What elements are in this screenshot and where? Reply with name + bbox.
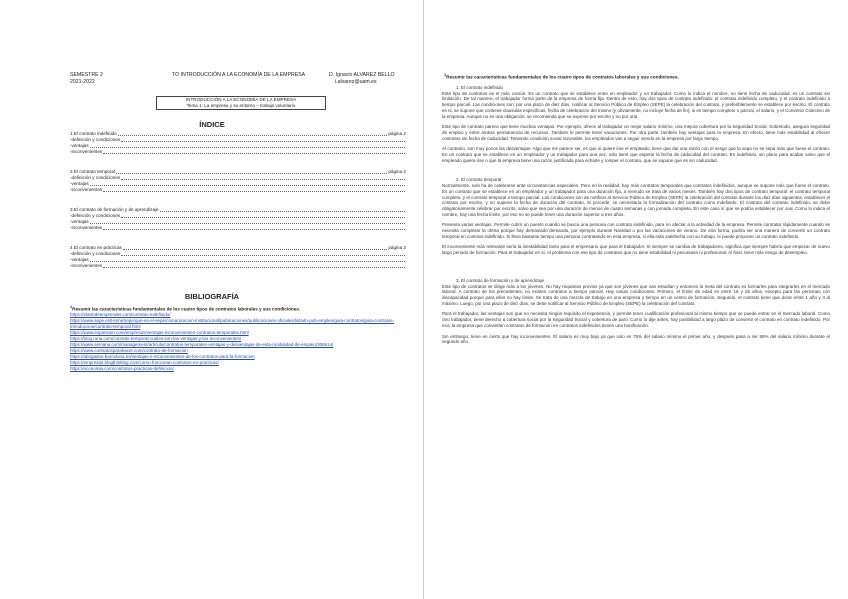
summary-note: $^1$Resumir las características fundamentales de los cuatro tipos de contratos laborales y sus condiciones. (444, 72, 679, 80)
bibliography-link[interactable]: https://www.semana.com/management/articulo/contratos-temporales-ventajas-y-desventajas-de-esta-modalidad-de-empleo/306614/ (70, 342, 334, 347)
bibliography-links (70, 312, 410, 372)
toc-subitem: -ventajas (70, 219, 406, 225)
toc-subitem: -inconvenientes (70, 149, 406, 155)
bibliography-link[interactable]: https://economia.com/contratos-practicas-definicion/ (70, 366, 174, 371)
table-of-contents (70, 131, 406, 269)
section-paragraph: Este tipo de contrato parece que tiene muchas ventajas. Por ejemplo, ofrece al trabajador un mejor salario mínimo, una mejora cobertura por la Seguridad Social. Sobretodo, asegura seguridad de empleo y entre ambas permanencia de recursos. También le permite tener vacaciones. Por otra parte, también hay ventajas para la empresa. En efecto, tiene más estabilidad al ofrecer contratos sin fecha de caducidad. Teniendo condición social razonable, los empleados van a seguir siendo en la empresa por largo tiempo. (442, 124, 830, 141)
title-line-1: INTRODUCCIÓN A LA ECONOMÍA DE LA EMPRESA (185, 97, 297, 102)
toc-subitem: -definición y condiciones (70, 213, 406, 219)
content-column (442, 85, 830, 345)
bibliography-link[interactable]: https://www.sepe.es/HomeSepe/que-es-el-sepe/comunicacion-institucional/publicaciones/publicaciones-oficiales/listado-pub-empleo/guia-contratos/guia-contratos-introduccion/contrato-temporal.html (70, 318, 395, 329)
year-label: 2021-2022 (70, 79, 95, 85)
toc-section (70, 169, 406, 193)
toc-subitem: -definición y condiciones (70, 175, 406, 181)
bibliography-link[interactable]: https://empresas.blogthinkbig.com/como-funcionan-contratos-en-practicas/ (70, 360, 219, 365)
section-paragraph: El inconveniente más relevante sería la inestabilidad tanto para el empresario que para el trabajador. Si siempre se cambia de trabajadores, significa que siempre habría que empezar de nuevo largo periodo de formación. Para el trabajador en sí, el problema con ese tipo de contratos que no tiene estabilidad ni pecuniaria ni profesional. Al final, tiene más riesgo de desempleo. (442, 244, 830, 256)
bibliography-link[interactable]: https://elartedeemprender.com/contrato-indefinido/ (70, 312, 171, 317)
toc-entry[interactable]: 3.El contrato de formación y de aprendizaje (70, 207, 406, 213)
toc-entry[interactable]: 4.El contrato en prácticas página 3 (70, 245, 406, 250)
toc-subitem: -inconvenientes (70, 225, 406, 231)
course-label: TO INTRODUCCIÓN A LA ECONOMÍA DE LA EMPRESA (172, 72, 306, 78)
toc-subitem: -ventajas (70, 257, 406, 263)
bibliography-link[interactable]: https://www.contratosparahacer.com/contrato-de-formacion (70, 348, 188, 353)
toc-subitem: -ventajas (70, 181, 406, 187)
bibliography-link[interactable]: https://www.expansion.com/empresas/ventajas-inconvenientes-contratos-temporales.html (70, 330, 249, 335)
title-line-2: Tema 1: La empresa y su entorno – trabajo voluntario (186, 103, 296, 108)
section-title: 2. El contrato temporal (456, 177, 502, 183)
toc-subitem: -definición y condiciones (70, 137, 406, 143)
toc-section (70, 131, 406, 155)
section-paragraph: Este tipo de contratos es el más común. Es un contrato que se establece entre un empleador y un trabajador. Como lo indica el nombre, no tiene fecha de caducidad, es un contrato sin limitación. De tal manera, el trabajador forma parte de la empresa de forma fija. Dentro de esto, hay dos tipos de contrato indefinido: el contrato indefinido completo, y el contrato indefinido a tiempo parcial. Las condiciones son: por una plazo de diez días, notificar al Servicio Público de Empleo (SEPE) la celebración del contrato, y preferiblemente se establece por escrito. El contrato es ni, se supone que contiene clausulas especificas, fecha de celebración del mismo (y obviamente, no incluye fecha de fin), si es tiempo completo o parcial, el salario, y el Convenio Colectivo de la empresa. Aunque no es una obligación, se recomienda que se exprese por escrito y no por oral. (442, 90, 830, 119)
section-paragraph: Al contrario, son muy pocos las desventajas. Algo que me parece ser, es que si quiere irse el empleado, tiene que dar una razón con el riesgo que la sepa no se sepa más que fuese el contrato. En un contrato que se establece en un empleador y un trabajador para una vez, solo tiene que esperar la fecha de caducidad del contrato. En indefinido, sin plano para acabar salvo que el empleado quiera irse o que la empresa tiene una razón justificada para echarle y romper el contrato, que se supone que es sin caducidad. (442, 146, 830, 163)
bibliography-heading: BIBLIOGRAFÍA (184, 292, 240, 301)
section-paragraph: Presenta varias ventajas. Permite cubrir un puesto cuando se busca una persona con contrato indefinido, para no afectar a la actividad de la empresa. Permite contratar rápidamente cuando se necesita completar la oferta porque hay demasiado demanda, por ejemplo durante Navidad o por las vacaciones de verano. De otra forma, podría ser una manera de convertir un contrato temporal en contrato indefinido. Si lleva bastante tiempo una persona contratando en esta empresa, si ella está satisfecha con su trabajo, le puede proponer un contrato indefinido. (442, 222, 830, 239)
bibliography-link[interactable]: https://abogados-barcelona.es/ventajas-e-inconvenientes-de-los-contratos-para-la-formacion (70, 354, 255, 359)
section-paragraph: Normalmente, solo ha de celebrarse ante circunstancias especiales. Pero en la realidad, hay más contratos temporales que contratos indefinidos, aunque se supone más que fuese el contrato. Es un contrato que se establece en un empleador y un trabajador para una duración fija, a menudo se trata de varios meses. También hay dos tipos de contrato temporal: el contrato temporal completo, y el contrato temporal a tiempo parcial. Las condiciones son de notificar al Servicio Público de Empleo (SEPE) la celebración del contrato durante los diez días siguientes, establecer el contrato por escrito, y no superar la fecha de duración del contrato. Si procede, se necesitaría la formalización del contrato como indefinido. El contrato del contrato indefinido, se debe obligatoriamente celebrar por escrito, salvo que sea por una duración de menos de cuatro semanas y con jornada completa. En este caso sí que se podría establecer por oral. Como lo indica el nombre, hay una fecha límite, por eso no se puede tener una duración superior a tres años. (442, 183, 830, 217)
section-paragraph: Sin embargo, tiene en cierto que hay inconvenientes. El salario es muy bajo ya que solo es 75% del salario mínimo el primer año, y después pasa a ser 85% del salario mínimo durante el segundo año. (442, 333, 830, 345)
section-paragraph: Para el trabajador, las ventajas son que no necesita ningún requisito el experiencia, y permite tener cualificación profesional al mismo tiempo que se puede entrar en el mercado laboral. Como otro trabajador, tiene derecho a cobertura social por la Seguridad Social y cobertura de paro. Como lo dije antes, hay posibilidad a largo plazo de convertir el contrato en contrato indefinido. Por eso, la empresa que convierten contratos de formación en contratos indefinidos tienen una bonificación. (442, 311, 830, 328)
toc-subitem: -ventajas (70, 143, 406, 149)
toc-entry[interactable]: 2.El contrato temporal página 2 (70, 169, 406, 174)
toc-section (70, 207, 406, 231)
semester-label: SEMESTRE 2 (70, 72, 103, 78)
toc-subitem: -inconvenientes (70, 263, 406, 269)
toc-section (70, 245, 406, 269)
toc-subitem: -inconvenientes (70, 187, 406, 193)
section-title: 1. El contrato indefinido (456, 85, 504, 90)
toc-entry[interactable]: 1.El contrato indefinido página 2 (70, 131, 406, 136)
teacher-name: D. Ignacio ALVAREZ BELLO (329, 72, 395, 78)
teacher-email: i.alvarez@uam.es (335, 79, 377, 85)
bibliography-note: $^1$Resumir las características fundamentales de los cuatro tipos de contratos laborales y sus condiciones. (70, 305, 301, 312)
section-title: 3. El contrato de formación y de aprendizaje (456, 277, 545, 283)
section-paragraph: Este tipo de contratos se dirige más a los jóvenes. No hay requisitos previos ya que son jóvenes que van estudian y entonces la meta del contrato es formarles para integrarles en el mercado laboral. A contrato de los precedentes, no existen contratos a tiempo parcial. Hay varias condiciones. Primero, el límite de edad es entre 16 y 25 años, excepto para las personas con discapacidad porque para ellos no hay límite. Se trata de una mezcla de trabajo en una empresa y tiempo en un centro de formación. Segundo, el contrato tiene que durar entre 1 año y 3 al máximo. Luego, por una plazo de diez días, se debe notificar al Servicio Público de Empleo (SEPE) la celebración del contrato. (442, 283, 830, 306)
title-box (156, 96, 326, 110)
bibliography-link[interactable]: https://blog.runa.com/contrato-temporal-cuales-son-las-ventajas-y-los-inconvenientes/ (70, 336, 242, 341)
toc-subitem: -definición y condiciones (70, 251, 406, 257)
index-heading: ÍNDICE (199, 120, 225, 129)
right-page (424, 0, 848, 599)
